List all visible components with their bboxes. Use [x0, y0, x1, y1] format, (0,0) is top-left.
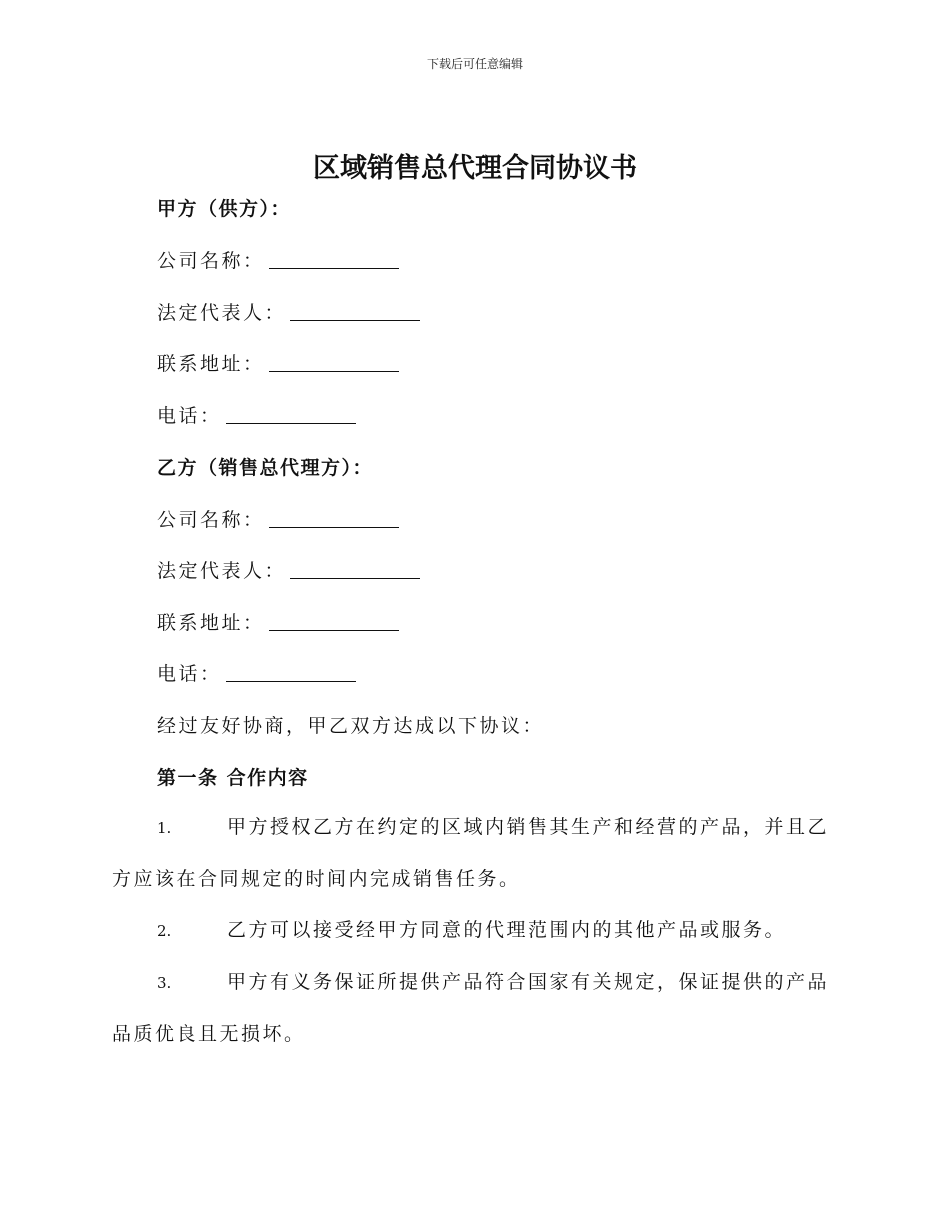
party-a-company-blank[interactable] — [269, 250, 399, 269]
party-b-company-blank[interactable] — [269, 509, 399, 528]
item-text: 乙方可以接受经甲方同意的代理范围内的其他产品或服务。 — [227, 919, 787, 941]
party-a-address-line — [157, 349, 399, 376]
party-a-heading: 甲方（供方）： — [157, 198, 292, 220]
party-a-address-label: 联系地址： — [157, 353, 265, 375]
article-1-item-2 — [112, 905, 834, 957]
item-number: 2. — [157, 922, 172, 940]
item-text: 甲方有义务保证所提供产品符合国家有关规定，保证提供的产品品质优良且无损坏。 — [112, 971, 830, 1045]
intro-text: 经过友好协商，甲乙双方达成以下协议： — [157, 715, 545, 737]
party-b-company-label: 公司名称： — [157, 509, 265, 531]
header-note: 下载后可任意编辑 — [426, 57, 523, 71]
party-a-company-line — [157, 246, 399, 273]
party-b-rep-label: 法定代表人： — [157, 560, 287, 582]
article-1-heading: 第一条 合作内容 — [157, 767, 309, 789]
party-b-heading: 乙方（销售总代理方）： — [157, 457, 374, 479]
party-a-phone-blank[interactable] — [226, 405, 356, 424]
party-b-phone-label: 电话： — [157, 663, 222, 685]
party-a-phone-label: 电话： — [157, 405, 222, 427]
party-b-phone-blank[interactable] — [226, 663, 356, 682]
party-b-address-line — [157, 608, 399, 635]
party-b-phone-line — [157, 659, 356, 686]
item-text: 甲方授权乙方在约定的区域内销售其生产和经营的产品，并且乙方应该在合同规定的时间内完成销售任务。 — [112, 816, 830, 890]
item-number: 3. — [157, 974, 172, 992]
party-a-phone-line — [157, 401, 356, 428]
article-1-item-1 — [112, 802, 834, 905]
party-b-company-line — [157, 505, 399, 532]
party-a-rep-blank[interactable] — [290, 302, 420, 321]
party-a-rep-label: 法定代表人： — [157, 302, 287, 324]
document-title: 区域销售总代理合同协议书 — [313, 153, 637, 184]
party-a-rep-line — [157, 298, 420, 325]
party-b-address-label: 联系地址： — [157, 612, 265, 634]
item-number: 1. — [157, 819, 172, 837]
party-b-rep-blank[interactable] — [290, 560, 420, 579]
party-a-company-label: 公司名称： — [157, 250, 265, 272]
party-a-address-blank[interactable] — [269, 353, 399, 372]
party-b-address-blank[interactable] — [269, 612, 399, 631]
party-b-rep-line — [157, 556, 420, 583]
article-1-item-3 — [112, 957, 834, 1060]
